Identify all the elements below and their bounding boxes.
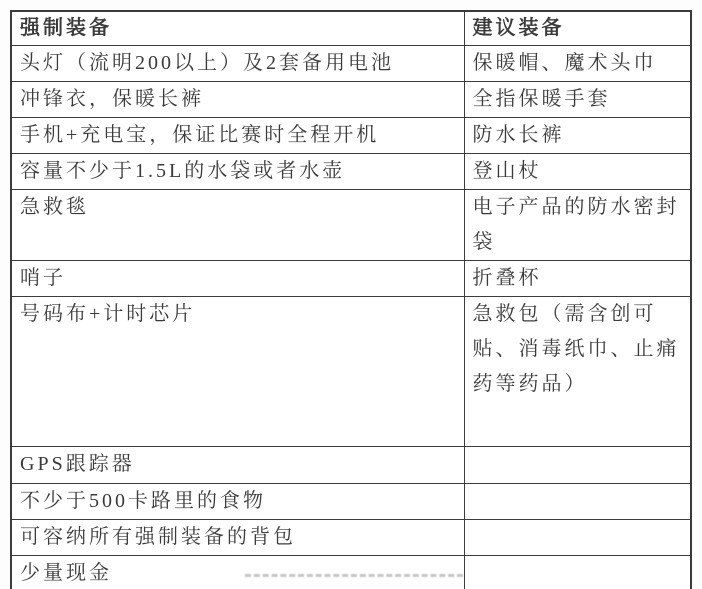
table-cell-mandatory: 急救毯 [11,190,464,261]
table-cell-suggested [464,484,691,520]
column-header-mandatory-gear: 强制装备 [11,11,464,46]
table-cell-mandatory: 哨子 [11,261,464,297]
equipment-table [10,10,692,589]
table-row [11,297,691,447]
table-cell-suggested: 全指保暖手套 [464,82,691,118]
table-cell-mandatory: 手机+充电宝，保证比赛时全程开机 [11,118,464,154]
table-cell-mandatory: 不少于500卡路里的食物 [11,484,464,520]
table-cell-suggested [464,447,691,484]
table-cell-suggested: 登山杖 [464,154,691,190]
table-row [11,190,691,261]
table-cell-suggested [464,520,691,556]
table-header-row [11,11,691,46]
table-row [11,261,691,297]
table-cell-mandatory: 容量不少于1.5L的水袋或者水壶 [11,154,464,190]
table-row [11,118,691,154]
table-cell-suggested: 折叠杯 [464,261,691,297]
faded-watermark [245,574,463,577]
table-cell-suggested: 急救包（需含创可贴、消毒纸巾、止痛药等药品） [464,297,691,447]
table-row [11,484,691,520]
table-row [11,447,691,484]
table-cell-mandatory: 冲锋衣，保暖长裤 [11,82,464,118]
table-row [11,154,691,190]
table-cell-mandatory: 号码布+计时芯片 [11,297,464,447]
table-cell-mandatory: 可容纳所有强制装备的背包 [11,520,464,556]
table-row [11,556,691,589]
table-cell-suggested: 防水长裤 [464,118,691,154]
table-cell-suggested: 电子产品的防水密封袋 [464,190,691,261]
table-cell-suggested: 保暖帽、魔术头巾 [464,46,691,82]
table-cell-mandatory: GPS跟踪器 [11,447,464,484]
table-row [11,82,691,118]
table-cell-suggested [464,556,691,589]
column-header-suggested-gear: 建议装备 [464,11,691,46]
table-cell-mandatory: 少量现金 [11,556,464,589]
table-row [11,46,691,82]
table-row [11,520,691,556]
table-cell-mandatory: 头灯（流明200以上）及2套备用电池 [11,46,464,82]
